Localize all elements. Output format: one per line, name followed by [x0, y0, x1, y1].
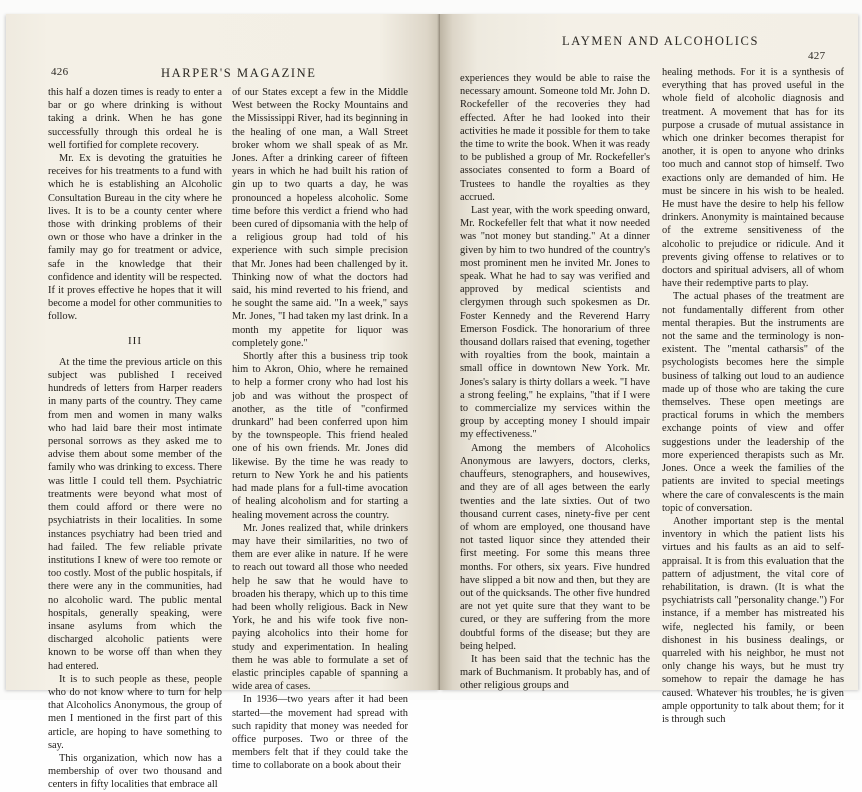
right-col2-paragraphs [662, 66, 844, 726]
section-heading: III [128, 334, 142, 347]
left-column-2 [232, 86, 408, 773]
left-page [6, 14, 440, 791]
left-col1-paragraph: At the time the previous article on this subject was published I received hundreds of letters from Harper readers in many parts of the country. They came from men and women in many walks who had laid bare their most intimate personal sorrows as they asked me to advise them about some member of the family who was drinking to excess. There was little I could tell them. Psychiatric treatments were beyond what most of them could afford or there were no psychiatrists in their localities. In some instances psychiatry had been tried and had failed. The few reliable private institutions I knew of were too remote or too costly. Most of the public hospitals, if there were any in the communities, had no alcoholic ward. The public mental hospitals, generally speaking, were insane asylums from which the discharged alcoholic patients were known to be worse off than when they had entered. [48, 356, 222, 672]
right-page-number: 427 [808, 50, 826, 62]
left-col2-paragraphs [232, 86, 408, 773]
left-col1-paragraph: Mr. Ex is devoting the gratuities he receives for his treatments to a fund with which he is establishing an Alcoholic Consultation Bureau in the city where he lives. It is to be a county center where those with drinking problems of their own or those who have a drinker in the family may go for treatment or advice, safe in the knowledge that their confidence and identity will be respected. If it proves effective he hopes that it will become a model for other communities to follow. [48, 153, 222, 323]
right-col1-paragraph: It has been said that the technic has the mark of Buchmanism. It probably has, and of other religious groups and [460, 653, 650, 692]
right-column-1 [460, 72, 650, 693]
left-column-1 [48, 86, 222, 792]
left-col2-paragraph: of our States except a few in the Middle West between the Rocky Mountains and the Mississippi River, had its beginning in the healing of one man, a Wall Street broker whom we shall speak of as Mr. Jones. After a drinking career of fifteen years in which he had built his ration of gin up to two quarts a day, he was pronounced a hopeless alcoholic. Some time before this verdict a friend who had been cured of dipsomania with the help of a religious group had told of his experience with such simple precision that Mr. Jones had been challenged by it. Thinking now of what the doctors had said, his mind reverted to his friend, and he sought the same aid. "In a week," says Mr. Jones, "I had taken my last drink. In a month my appetite for liquor was completely gone." [232, 87, 408, 349]
right-col2-paragraph: The actual phases of the treatment are not fundamentally different from other mental therapies. But the instruments are not the same and the terminology is non-existent. The "mental catharsis" of the psychologists becomes here the simple business of talking out loud to an audience made up of those who are taking the cure themselves. These open meetings are practical forums in which the members exchange points of view and offer suggestions under the leadership of the more experienced therapists such as Mr. Jones. Once a week the families of the patients are invited to special meetings where the care of convalescents is the main topic of conversation. [662, 291, 844, 514]
left-col2-paragraph: Mr. Jones realized that, while drinkers may have their similarities, no two of them are ever alike in nature. If he were to reach out toward all those who needed help he saw that he would have to broaden his therapy, which up to this time had been wholly religious. Back in New York, he and his wife took five non-paying alcoholics into their home for study and experimentation. In healing them he was able to formulate a set of elastic principles capable of spanning a wide area of cases. [232, 522, 408, 693]
left-col1-paragraphs [48, 86, 222, 324]
right-running-title: LAYMEN AND ALCOHOLICS [562, 34, 760, 48]
left-col1-paragraph: this half a dozen times is ready to enter a bar or go where drinking is without taking a drink. When he has gone successfully through this ordeal he is well fortified for complete recovery. [48, 87, 222, 151]
left-page-number: 426 [51, 66, 69, 78]
right-col2-paragraph: Another important step is the mental inventory in which the patient lists his virtues and his faults as an aid to self-appraisal. It is from this evaluation that the pattern of adjustment, the vital core of rehabilitation, is drawn. (It is what the psychiatrists call "personality change.") For instance, if a member has mistreated his wife, neglected his family, or been dishonest in his business dealings, or quarreled with his neighbor, he must not only change his ways, but he must try somehow to repair the damage he has caused. Whatever his troubles, he is given ample opportunity to talk about them; for it is through such [662, 515, 844, 725]
right-col1-paragraph: experiences they would be able to raise the necessary amount. Someone told Mr. John D. Rockefeller of the recoveries they had effected. After he had looked into their activities he made it possible for them to take the time to write the book. When it was ready to be published a group of Mr. Rockefeller's associates consented to form a Board of Trustees to handle the royalties as they accrued. [460, 73, 650, 203]
right-page [440, 14, 858, 725]
right-col2-paragraph: healing methods. For it is a synthesis of everything that has proved useful in the whole field of alcoholic diagnosis and treatment. A movement that has for its purpose a crusade of mutual assistance in which one drinker becomes therapist for another, it is open to anyone who drinks too much and cannot stop of himself. Two exactions only are demanded of him. He must be sincere in his wish to be healed. He must have the desire to help his fellow drinkers. Anonymity is maintained because of the extreme sensitiveness of the alcoholic to prejudice or ridicule. And it prevents giving offense to relatives or to doctors and spiritual advisers, all of whom have their redemptive parts to play. [662, 67, 844, 290]
right-column-2 [662, 66, 844, 726]
left-col1-paragraph: This organization, which now has a membership of over two thousand and centers in fifty localities that embrace all [48, 752, 222, 791]
right-col1-paragraph: Among the members of Alcoholics Anonymous are lawyers, doctors, clerks, chauffeurs, stenographers, and housewives, and they are of all ages between the early twenties and the late sixties. Out of two thousand current cases, ninety-five per cent of whom are employed, one thousand have not tasted liquor since they attended their first meeting. For some this means three months. For others, six years. Five hundred have slipped a bit now and then, but they are out of the quicksands. The other five hundred are not yet quite sure that they want to be cured, or they are suffering from the more doubtful forms of the disease; but they are being helped. [460, 442, 650, 652]
left-col2-paragraph: In 1936—two years after it had been started—the movement had spread with such rapidity that money was needed for office purposes. Two or three of the members felt that if they could take the time to collaborate on a book about their [232, 694, 408, 772]
left-col1-paragraph: It is to such people as these, people who do not know where to turn for help that Alcoholics Anonymous, the group of men I mentioned in the first part of this article, are hoping to have something to say. [48, 673, 222, 751]
left-col1-after-paragraphs [48, 356, 222, 792]
left-col2-paragraph: Shortly after this a business trip took him to Akron, Ohio, where he remained to help a former crony who had lost his job and was without the prospect of another, as the title of "confirmed drunkard" had been conferred upon him by the townspeople. This friend healed one of his own friends. Mr. Jones did likewise. By the time he was ready to return to New York he and his patients had made plans for a full-time avocation of healing alcoholism and for starting a healing movement across the country. [232, 351, 408, 521]
left-running-title: HARPER'S MAGAZINE [161, 66, 317, 80]
right-col1-paragraph: Last year, with the work speeding onward, Mr. Rockefeller felt that what it now needed was "not money but standing." At a dinner given by him to two hundred of the country's most prominent men he invited Mr. Jones to speak. What he had to say was verified and approved by medical scientists and clergymen through such spokesmen as Dr. Foster Kennedy and the Reverend Harry Emerson Fosdick. The honorarium of three thousand dollars raised that evening, together with royalties from the book, maintain a small office in downtown New York. Mr. Jones's salary is thirty dollars a week. "I have a strong feeling," he explains, "that if I were to commercialize my services within the group by accepting money I should impair my effectiveness." [460, 205, 650, 441]
right-col1-paragraphs [460, 72, 650, 693]
